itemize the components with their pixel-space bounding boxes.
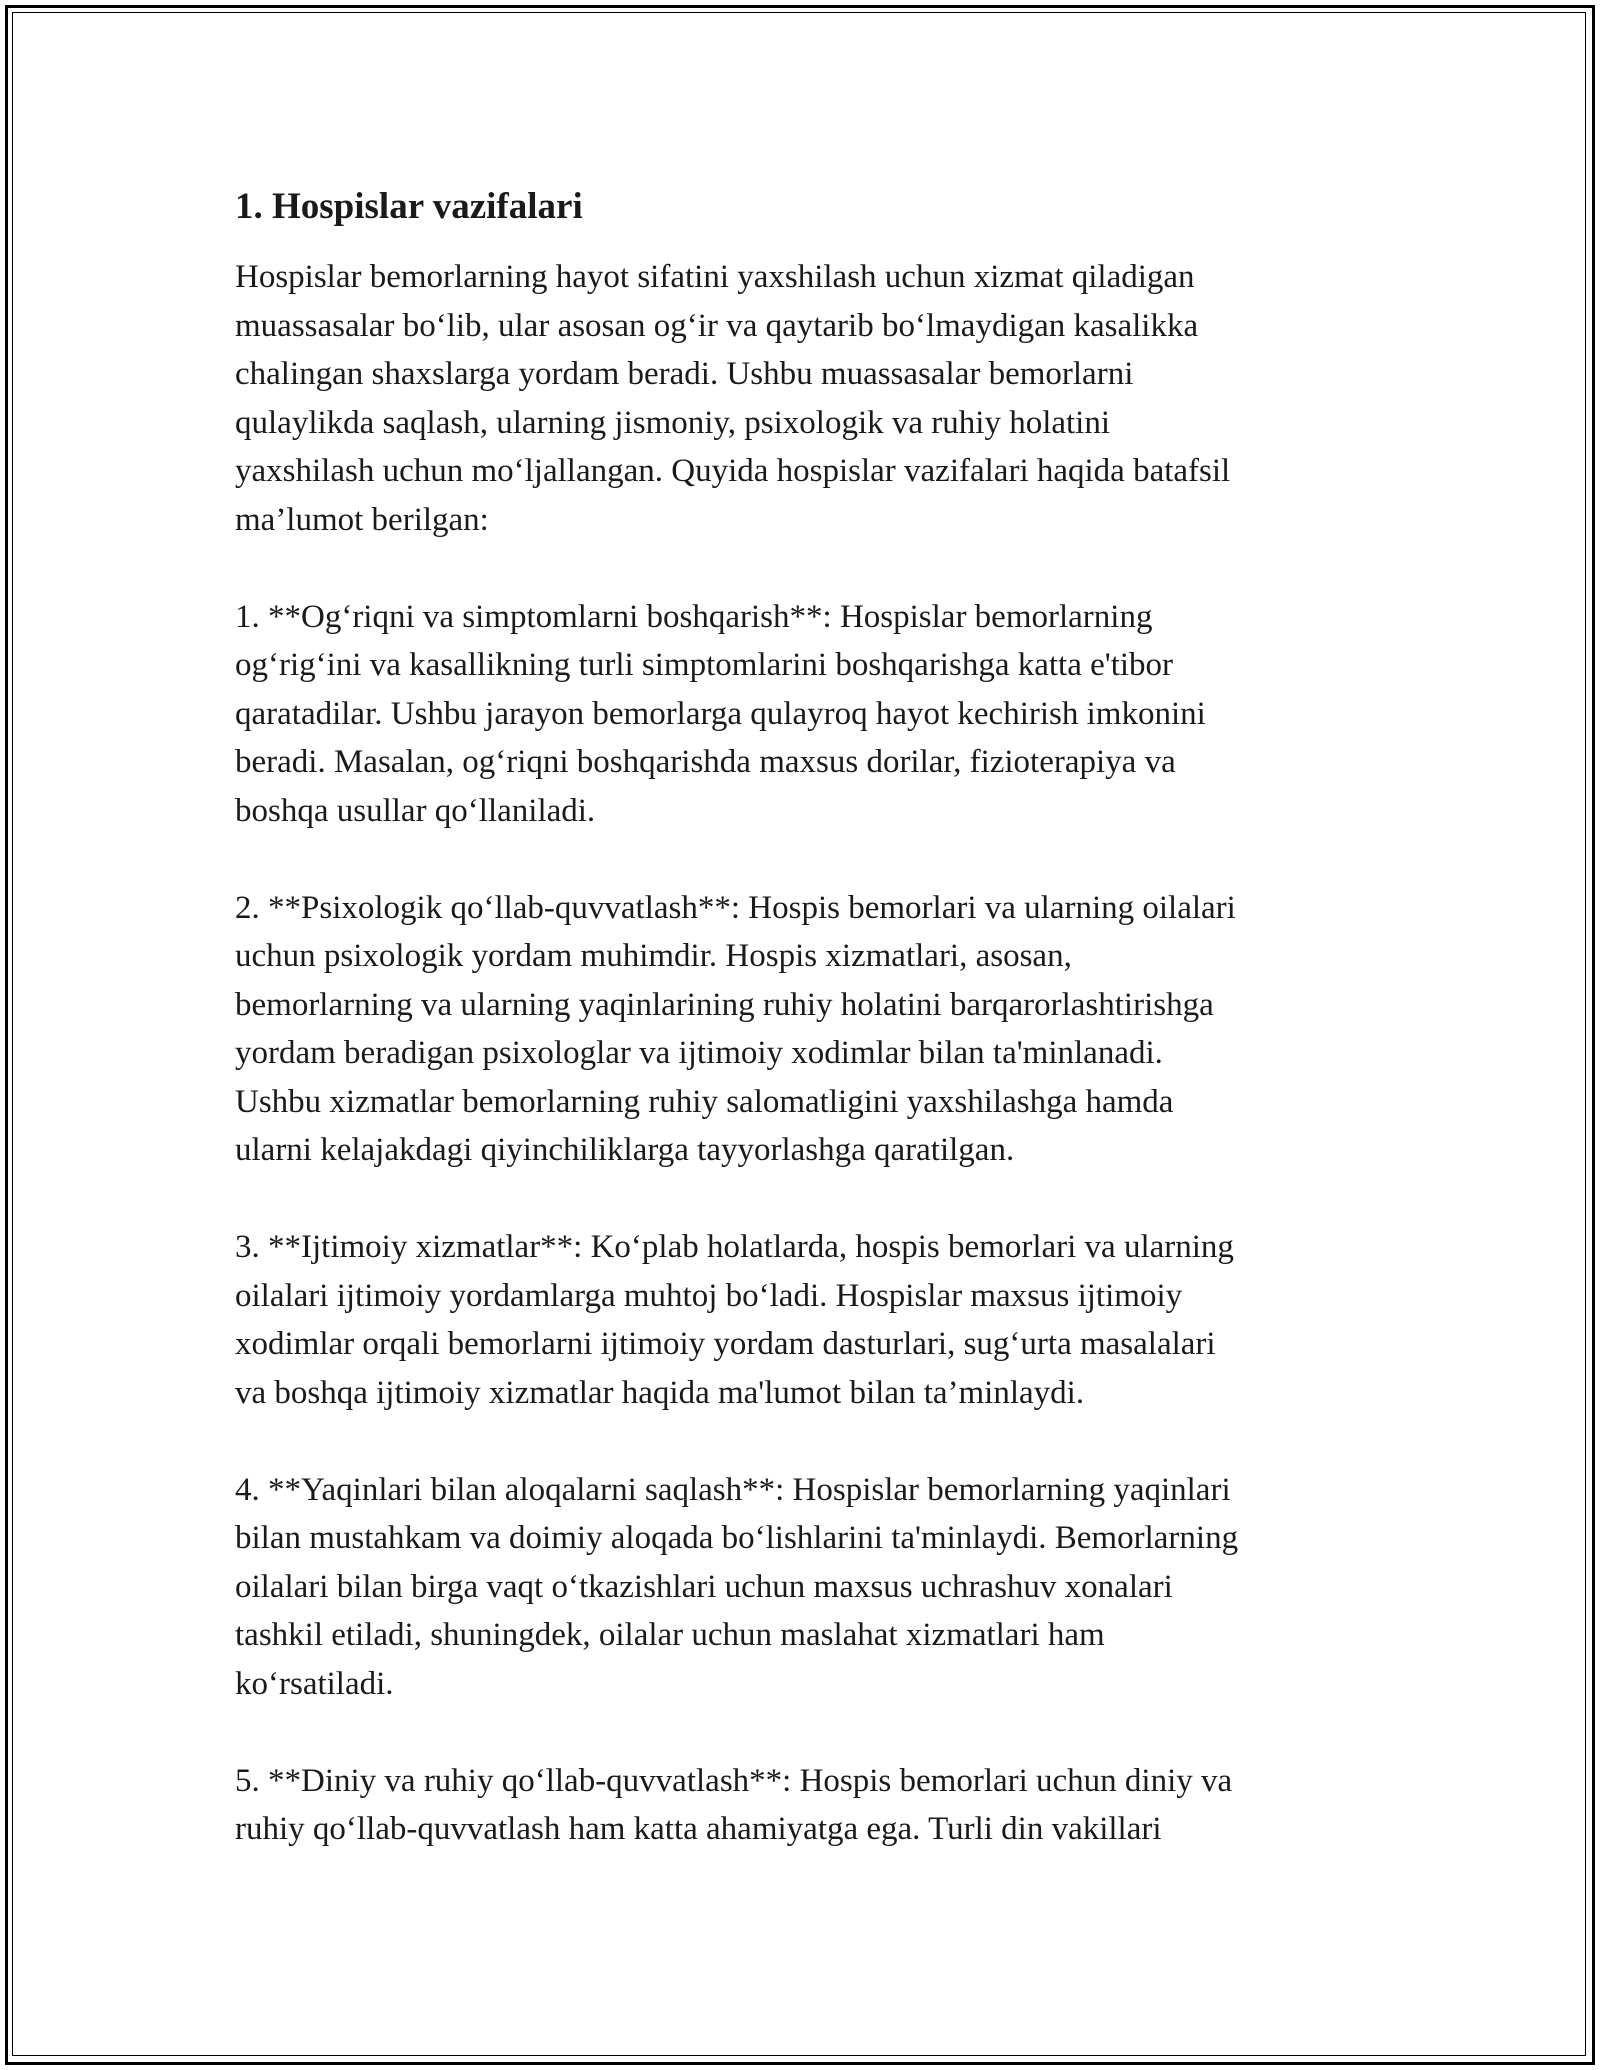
text-line: qulaylikda saqlash, ularning jismoniy, psixologik va ruhiy holatini: [235, 404, 1111, 441]
text-line: beradi. Masalan, og‘riqni boshqarishda maxsus dorilar, fizioterapiya va: [235, 744, 1176, 780]
text-line: xodimlar orqali bemorlarni ijtimoiy yordam dasturlari, sug‘urta masalalari: [235, 1326, 1216, 1362]
text-line: uchun psixologik yordam muhimdir. Hospis xizmatlari, asosan,: [235, 938, 1072, 974]
text-line: boshqa usullar qo‘llaniladi.: [235, 792, 596, 829]
text-line: ruhiy qo‘llab-quvvatlash ham katta ahamiyatga ega. Turli din vakillari: [235, 1811, 1162, 1847]
text-line: oilalari ijtimoiy yordamlarga muhtoj bo‘ladi. Hospislar maxsus ijtimoiy: [235, 1277, 1183, 1314]
text-line: yaxshilash uchun mo‘ljallangan. Quyida hospislar vazifalari haqida batafsil: [235, 453, 1231, 489]
text-line: Hospislar bemorlarning hayot sifatini yaxshilash uchun xizmat qiladigan: [235, 259, 1195, 295]
text-line: qaratadilar. Ushbu jarayon bemorlarga qulayroq hayot kechirish imkonini: [235, 695, 1206, 732]
paragraph-item-2: [235, 884, 1365, 1175]
text-line: 2. **Psixologik qo‘llab-quvvatlash**: Hospis bemorlari va ularning oilalari: [235, 889, 1236, 926]
text-line: tashkil etiladi, shuningdek, oilalar uchun maslahat xizmatlari ham: [235, 1617, 1105, 1653]
paragraph-item-5: [235, 1757, 1365, 1854]
text-line: bemorlarning va ularning yaqinlarining ruhiy holatini barqarorlashtirishga: [235, 986, 1214, 1023]
paragraph-item-3: [235, 1223, 1365, 1417]
document-body: [235, 183, 1365, 1902]
text-line: ularni kelajakdagi qiyinchiliklarga tayyorlashga qaratilgan.: [235, 1132, 1015, 1168]
paragraph-item-4: [235, 1466, 1365, 1709]
text-line: 5. **Diniy va ruhiy qo‘llab-quvvatlash**: Hospis bemorlari uchun diniy va: [235, 1762, 1233, 1799]
text-line: oilalari bilan birga vaqt o‘tkazishlari uchun maxsus uchrashuv xonalari: [235, 1568, 1173, 1605]
paragraph-intro: [235, 253, 1365, 544]
text-line: ko‘rsatiladi.: [235, 1665, 394, 1702]
text-line: 3. **Ijtimoiy xizmatlar**: Ko‘plab holatlarda, hospis bemorlari va ularning: [235, 1229, 1234, 1265]
text-line: va boshqa ijtimoiy xizmatlar haqida ma'lumot bilan ta’minlaydi.: [235, 1374, 1085, 1411]
paragraph-item-1: [235, 593, 1365, 836]
text-line: chalingan shaxslarga yordam beradi. Ushbu muassasalar bemorlarni: [235, 356, 1134, 392]
text-line: 1. **Og‘riqni va simptomlarni boshqarish**: Hospislar bemorlarning: [235, 598, 1153, 635]
text-line: og‘rig‘ini va kasallikning turli simptomlarini boshqarishga katta e'tibor: [235, 647, 1174, 683]
text-line: muassasalar bo‘lib, ular asosan og‘ir va qaytarib bo‘lmaydigan kasalikka: [235, 307, 1199, 344]
text-line: yordam beradigan psixologlar va ijtimoiy xodimlar bilan ta'minlanadi.: [235, 1035, 1163, 1071]
section-heading: 1. Hospislar vazifalari: [235, 186, 583, 227]
text-line: Ushbu xizmatlar bemorlarning ruhiy salomatligini yaxshilashga hamda: [235, 1083, 1174, 1120]
text-line: 4. **Yaqinlari bilan aloqalarni saqlash**: Hospislar bemorlarning yaqinlari: [235, 1471, 1231, 1508]
text-line: ma’lumot berilgan:: [235, 501, 489, 538]
text-line: bilan mustahkam va doimiy aloqada bo‘lishlarini ta'minlaydi. Bemorlarning: [235, 1520, 1239, 1556]
